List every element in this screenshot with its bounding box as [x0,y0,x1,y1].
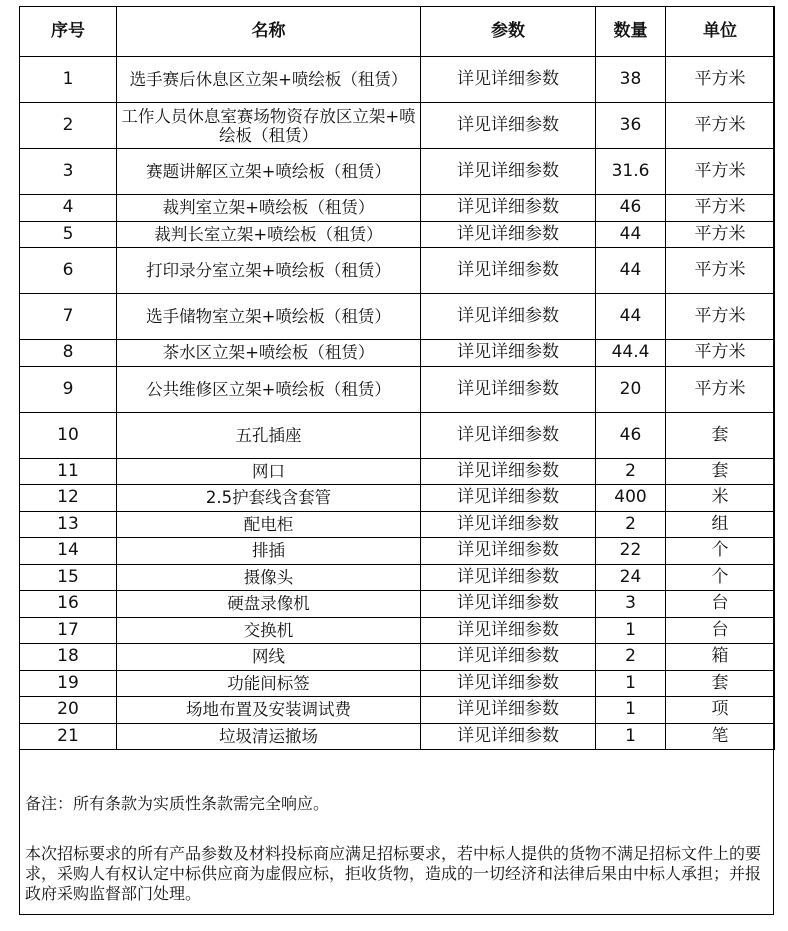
cell-unit: 平方米 [666,340,775,367]
cell-params: 详见详细参数 [421,644,596,671]
cell-params: 详见详细参数 [421,366,596,412]
cell-name: 配电柜 [117,511,421,538]
cell-unit: 平方米 [666,57,775,103]
cell-unit: 台 [666,591,775,618]
header-name: 名称 [117,7,421,57]
cell-unit: 项 [666,697,775,724]
cell-no: 14 [20,538,117,565]
cell-params: 详见详细参数 [421,564,596,591]
cell-name: 打印录分室立架+喷绘板（租赁） [117,248,421,294]
table-row [20,458,775,485]
cell-params: 详见详细参数 [421,485,596,512]
cell-name: 茶水区立架+喷绘板（租赁） [117,340,421,367]
table-row [20,195,775,222]
table-row [20,57,775,103]
cell-unit: 平方米 [666,103,775,149]
cell-name: 五孔插座 [117,412,421,458]
cell-qty: 1 [596,723,666,750]
cell-no: 15 [20,564,117,591]
cell-name: 摄像头 [117,564,421,591]
cell-unit: 套 [666,670,775,697]
cell-name: 2.5护套线含套管 [117,485,421,512]
remark-note: 备注：所有条款为实质性条款需完全响应。 [25,794,330,813]
cell-name: 赛题讲解区立架+喷绘板（租赁） [117,149,421,195]
table-row [20,485,775,512]
cell-unit: 套 [666,412,775,458]
cell-name: 选手储物室立架+喷绘板（租赁） [117,294,421,340]
table-row [20,366,775,412]
cell-unit: 笔 [666,723,775,750]
cell-no: 6 [20,248,117,294]
cell-qty: 1 [596,670,666,697]
header-no: 序号 [20,7,117,57]
cell-no: 7 [20,294,117,340]
cell-qty: 46 [596,195,666,222]
cell-no: 18 [20,644,117,671]
header-qty: 数量 [596,7,666,57]
cell-no: 1 [20,57,117,103]
cell-name: 网线 [117,644,421,671]
cell-name: 场地布置及安装调试费 [117,697,421,724]
cell-params: 详见详细参数 [421,538,596,565]
cell-unit: 平方米 [666,195,775,222]
cell-params: 详见详细参数 [421,294,596,340]
cell-qty: 24 [596,564,666,591]
table-row [20,294,775,340]
cell-unit: 个 [666,564,775,591]
cell-no: 10 [20,412,117,458]
cell-name: 工作人员休息室赛场物资存放区立架+喷绘板（租赁） [117,103,421,149]
table-row [20,697,775,724]
table-body [20,57,775,750]
cell-unit: 个 [666,538,775,565]
table-row [20,564,775,591]
cell-params: 详见详细参数 [421,103,596,149]
cell-qty: 22 [596,538,666,565]
table-row [20,149,775,195]
cell-params: 详见详细参数 [421,195,596,222]
cell-no: 8 [20,340,117,367]
cell-unit: 平方米 [666,294,775,340]
cell-params: 详见详细参数 [421,511,596,538]
cell-params: 详见详细参数 [421,697,596,724]
cell-no: 3 [20,149,117,195]
cell-no: 17 [20,617,117,644]
cell-name: 排插 [117,538,421,565]
cell-no: 4 [20,195,117,222]
table-row [20,340,775,367]
table-row [20,248,775,294]
cell-unit: 箱 [666,644,775,671]
cell-params: 详见详细参数 [421,340,596,367]
cell-no: 16 [20,591,117,618]
cell-no: 13 [20,511,117,538]
cell-no: 19 [20,670,117,697]
cell-qty: 46 [596,412,666,458]
cell-name: 选手赛后休息区立架+喷绘板（租赁） [117,57,421,103]
table-row [20,511,775,538]
cell-qty: 44 [596,294,666,340]
table-header-row [20,7,775,57]
cell-params: 详见详细参数 [421,248,596,294]
cell-qty: 2 [596,511,666,538]
cell-name: 功能间标签 [117,670,421,697]
cell-qty: 400 [596,485,666,512]
cell-name: 硬盘录像机 [117,591,421,618]
table-row [20,644,775,671]
cell-no: 11 [20,458,117,485]
cell-params: 详见详细参数 [421,723,596,750]
cell-unit: 米 [666,485,775,512]
cell-no: 12 [20,485,117,512]
cell-unit: 平方米 [666,366,775,412]
cell-name: 裁判室立架+喷绘板（租赁） [117,195,421,222]
cell-qty: 36 [596,103,666,149]
cell-unit: 平方米 [666,149,775,195]
table-row [20,723,775,750]
header-params: 参数 [421,7,596,57]
cell-unit: 台 [666,617,775,644]
cell-qty: 1 [596,617,666,644]
cell-no: 20 [20,697,117,724]
table-row [20,412,775,458]
cell-qty: 44 [596,248,666,294]
cell-params: 详见详细参数 [421,57,596,103]
cell-name: 垃圾清运撤场 [117,723,421,750]
procurement-table [19,6,775,750]
cell-params: 详见详细参数 [421,670,596,697]
table-row [20,617,775,644]
cell-unit: 组 [666,511,775,538]
cell-name: 裁判长室立架+喷绘板（租赁） [117,221,421,248]
cell-params: 详见详细参数 [421,458,596,485]
cell-params: 详见详细参数 [421,591,596,618]
cell-no: 9 [20,366,117,412]
cell-params: 详见详细参数 [421,221,596,248]
cell-qty: 3 [596,591,666,618]
table-row [20,538,775,565]
cell-name: 网口 [117,458,421,485]
table-row [20,670,775,697]
cell-no: 21 [20,723,117,750]
table-row [20,103,775,149]
header-unit: 单位 [666,7,775,57]
cell-qty: 31.6 [596,149,666,195]
table-row [20,221,775,248]
cell-qty: 2 [596,644,666,671]
cell-params: 详见详细参数 [421,149,596,195]
cell-name: 交换机 [117,617,421,644]
requirement-note: 本次招标要求的所有产品参数及材料投标商应满足招标要求，若中标人提供的货物不满足招标文件上的要求，采购人有权认定中标供应商为虚假应标，拒收货物，造成的一切经济和法律后果由中标人承担；并报政府采购监督部门处理。 [25,844,762,903]
cell-qty: 38 [596,57,666,103]
cell-params: 详见详细参数 [421,617,596,644]
cell-name: 公共维修区立架+喷绘板（租赁） [117,366,421,412]
cell-qty: 1 [596,697,666,724]
cell-unit: 套 [666,458,775,485]
cell-qty: 20 [596,366,666,412]
cell-qty: 2 [596,458,666,485]
cell-no: 5 [20,221,117,248]
cell-params: 详见详细参数 [421,412,596,458]
cell-qty: 44 [596,221,666,248]
cell-qty: 44.4 [596,340,666,367]
cell-unit: 平方米 [666,248,775,294]
table-row [20,591,775,618]
cell-no: 2 [20,103,117,149]
cell-unit: 平方米 [666,221,775,248]
